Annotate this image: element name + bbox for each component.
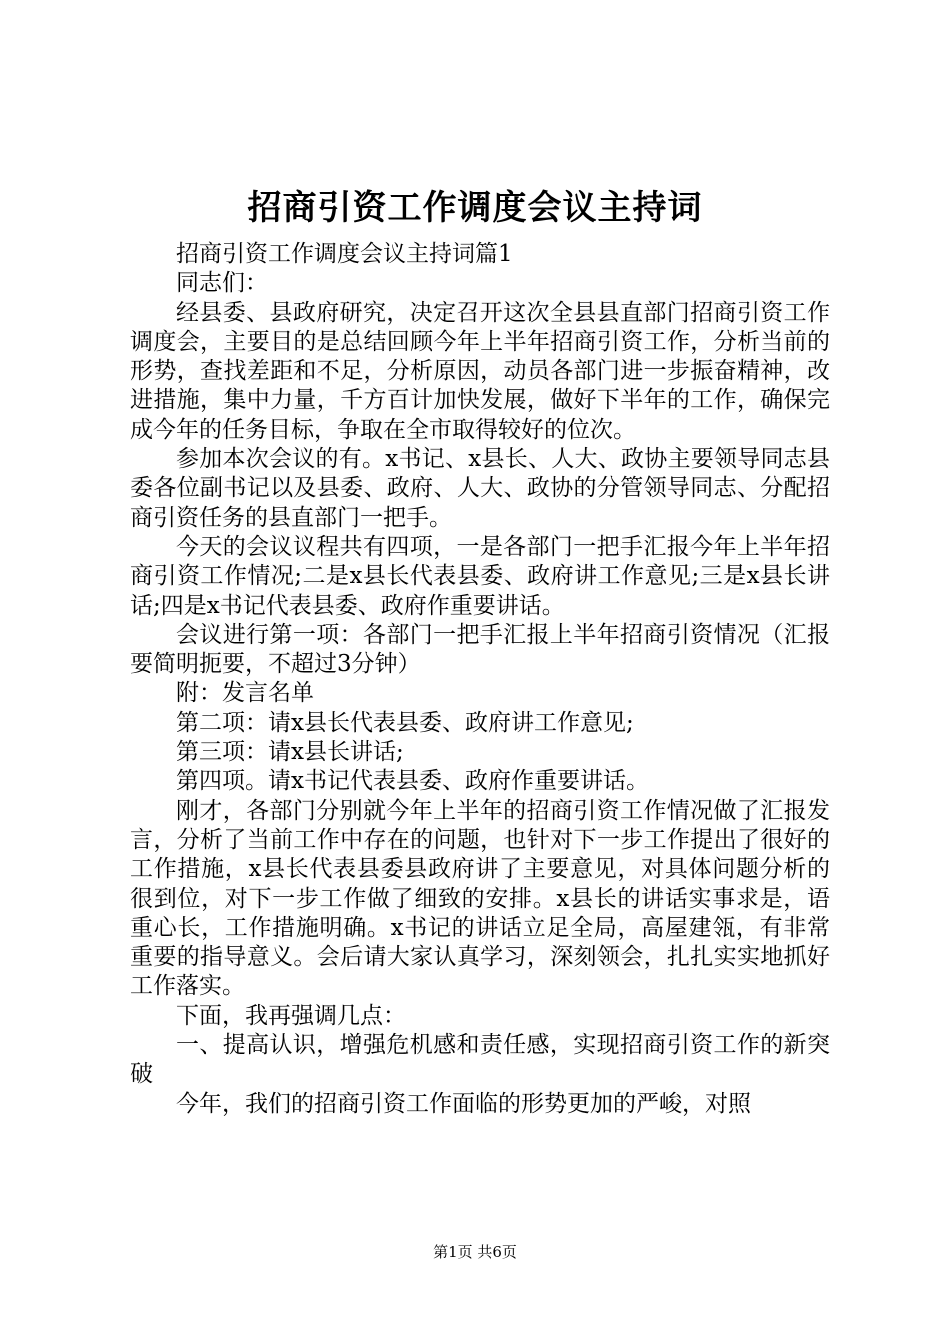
paragraph-salutation: 同志们： [176, 270, 268, 297]
paragraph-item-two: 第二项：请x县长代表县委、政府讲工作意见; [176, 709, 634, 736]
paragraph-point-one: 一、提高认识，增强危机感和责任感，实现招商引资工作的新突破 [130, 1032, 830, 1088]
paragraph-item-four: 第四项。请x书记代表县委、政府作重要讲话。 [176, 768, 649, 795]
paragraph-item-three: 第三项：请x县长讲话; [176, 739, 404, 766]
paragraph-item-one: 会议进行第一项：各部门一把手汇报上半年招商引资情况（汇报要简明扼要，不超过3分钟） [130, 621, 830, 678]
document-title: 招商引资工作调度会议主持词 [247, 188, 703, 228]
paragraph-subtitle: 招商引资工作调度会议主持词篇1 [176, 241, 513, 267]
paragraph-speaker-list: 附：发言名单 [176, 680, 314, 707]
page-number-footer: 第1页 共6页 [433, 1243, 517, 1261]
document-body [130, 240, 830, 1119]
paragraph-agenda: 今天的会议议程共有四项，一是各部门一把手汇报今年上半年招商引资工作情况;二是x县长代表县委、政府讲工作意见;三是x县长讲话;四是x书记代表县委、政府作重要讲话。 [130, 533, 830, 619]
paragraph-point-one-body: 今年，我们的招商引资工作面临的形势更加的严峻，对照 [176, 1090, 751, 1117]
paragraph-emphasis-intro: 下面，我再强调几点： [176, 1002, 406, 1029]
paragraph-summary: 刚才，各部门分别就今年上半年的招商引资工作情况做了汇报发言，分析了当前工作中存在的问题，也针对下一步工作提出了很好的工作措施，x县长代表县委县政府讲了主要意见，对具体问题分析的很到位，对下一步工作做了细致的安排。x县长的讲话实事求是，语重心长，工作措施明确。x书记的讲话立足全局，高屋建瓴，有非常重要的指导意义。会后请大家认真学习，深刻领会，扎扎实实地抓好工作落实。 [130, 797, 830, 1000]
paragraph-attendees: 参加本次会议的有。x书记、x县长、人大、政协主要领导同志县委各位副书记以及县委、政府、人大、政协的分管领导同志、分配招商引资任务的县直部门一把手。 [130, 446, 830, 531]
paragraph-purpose: 经县委、县政府研究，决定召开这次全县县直部门招商引资工作调度会，主要目的是总结回顾今年上半年招商引资工作，分析当前的形势，查找差距和不足，分析原因，动员各部门进一步振奋精神，改进措施，集中力量，千方百计加快发展，做好下半年的工作，确保完成今年的任务目标，争取在全市取得较好的位次。 [130, 299, 830, 443]
